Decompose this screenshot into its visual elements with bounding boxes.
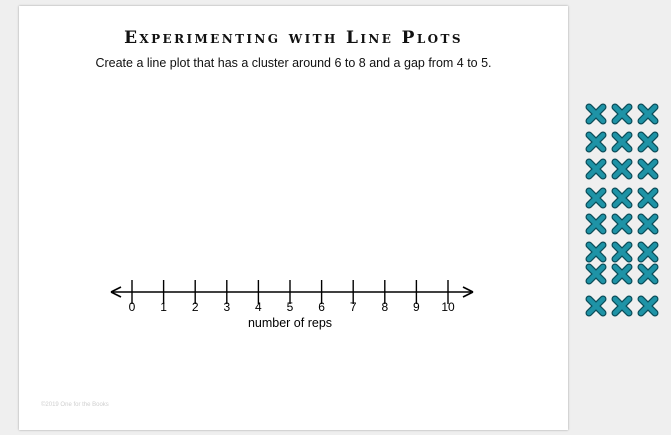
x-mark-icon[interactable]: [637, 158, 659, 180]
tick-label: 7: [349, 300, 357, 314]
x-mark-icon[interactable]: [585, 187, 607, 209]
x-mark-icon[interactable]: [611, 295, 633, 317]
x-mark-icon[interactable]: [585, 295, 607, 317]
x-mark-icon[interactable]: [611, 103, 633, 125]
tick-label: 0: [128, 300, 136, 314]
tick-label: 6: [318, 300, 325, 314]
x-mark-icon[interactable]: [637, 213, 659, 235]
x-mark-icon[interactable]: [611, 131, 633, 153]
x-mark-icon[interactable]: [637, 241, 659, 263]
slide-canvas: [19, 6, 568, 430]
x-mark-icon[interactable]: [611, 213, 633, 235]
tick-label: 3: [223, 300, 231, 314]
instruction-text: Create a line plot that has a cluster around 6 to 8 and a gap from 4 to 5.: [95, 56, 492, 70]
x-mark-icon[interactable]: [585, 158, 607, 180]
x-mark-icon[interactable]: [585, 103, 607, 125]
x-mark-icon[interactable]: [585, 213, 607, 235]
x-mark-icon[interactable]: [611, 263, 633, 285]
x-mark-icon[interactable]: [637, 131, 659, 153]
x-mark-icon[interactable]: [637, 263, 659, 285]
x-mark-icon[interactable]: [611, 187, 633, 209]
x-mark-icon[interactable]: [611, 241, 633, 263]
tick-label: 5: [286, 300, 294, 314]
tick-label: 10: [441, 300, 455, 314]
tick-label: 9: [413, 300, 420, 314]
x-mark-icon[interactable]: [637, 295, 659, 317]
tick-label: 4: [255, 300, 262, 314]
x-mark-icon[interactable]: [585, 131, 607, 153]
slide-title: Experimenting with Line Plots: [124, 28, 463, 48]
x-mark-icon[interactable]: [585, 241, 607, 263]
x-mark-icon[interactable]: [585, 263, 607, 285]
x-mark-icon[interactable]: [637, 103, 659, 125]
tick-label: 8: [381, 300, 389, 314]
copyright-credit: ©2019 One for the Books: [41, 402, 109, 408]
number-line-label: number of reps: [247, 316, 333, 330]
x-mark-palette: [585, 103, 663, 318]
tick-label: 2: [191, 300, 199, 314]
number-line: [109, 268, 509, 340]
tick-label: 1: [160, 300, 167, 314]
x-mark-icon[interactable]: [611, 158, 633, 180]
x-mark-icon[interactable]: [637, 187, 659, 209]
